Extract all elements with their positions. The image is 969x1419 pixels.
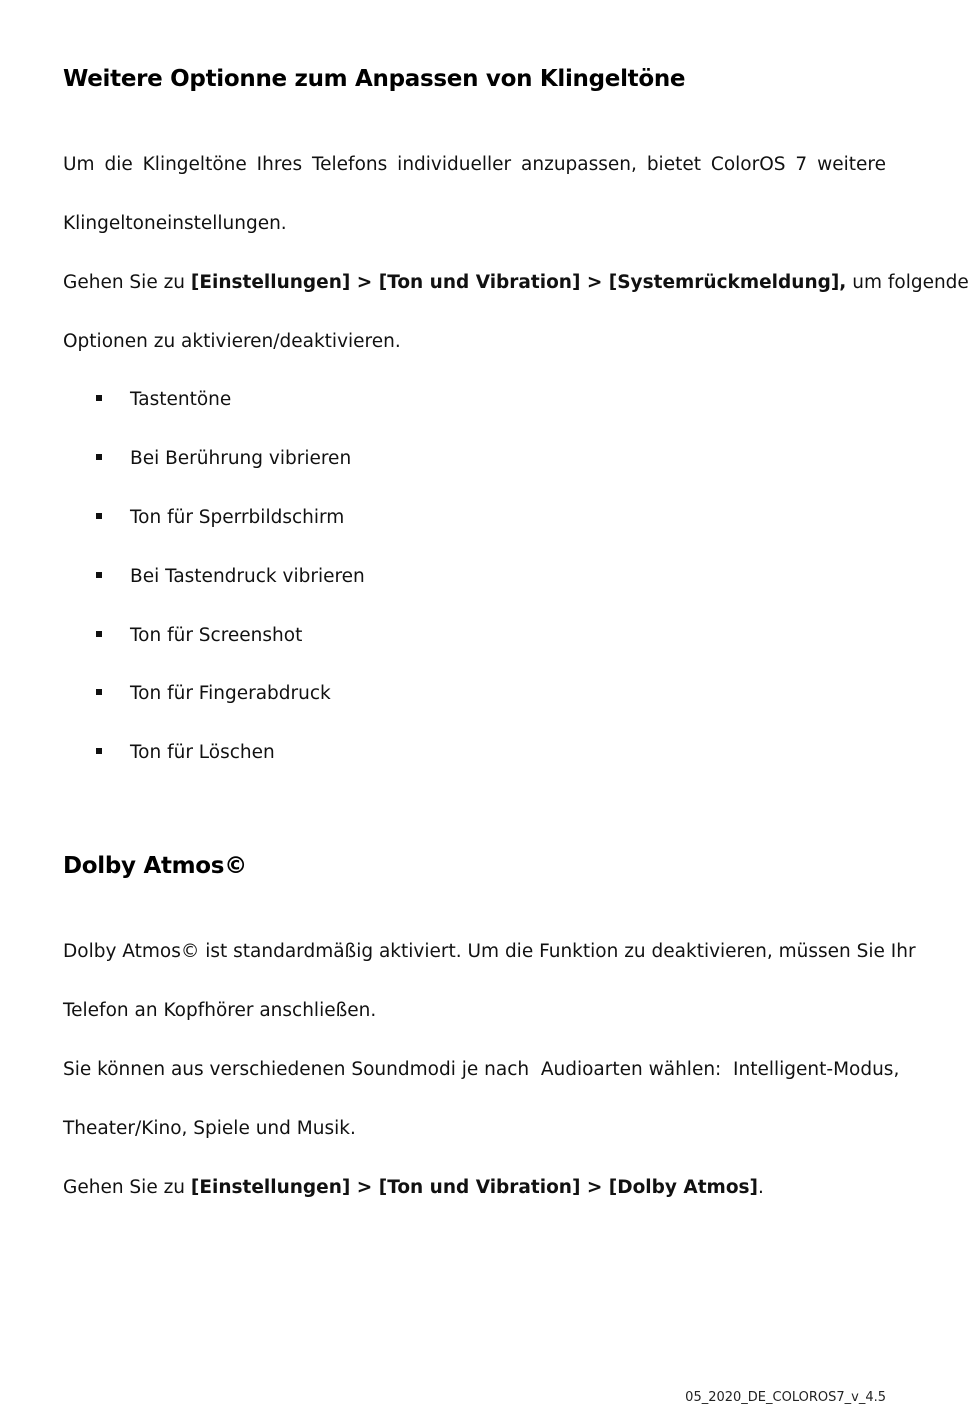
paragraph-dolby-modes-line1: Sie können aus verschiedenen Soundmodi je nach Audioarten wählen: Intelligent-Modus, — [63, 1059, 900, 1080]
list-item-label: Bei Tastendruck vibrieren — [130, 566, 365, 587]
paragraph-dolby-path — [63, 1176, 886, 1200]
section-title-ringtone-options: Weitere Optionne zum Anpassen von Klingeltöne — [63, 66, 686, 92]
bullet-icon — [96, 572, 102, 578]
bullet-icon — [96, 689, 102, 695]
paragraph-dolby-intro-line1: Dolby Atmos© ist standardmäßig aktiviert. Um die Funktion zu deaktivieren, müssen Sie Ihr — [63, 941, 916, 962]
path-suffix-text: um folgende — [852, 272, 969, 293]
paragraph-ringtone-path-line2: Optionen zu aktivieren/deaktivieren. — [63, 331, 401, 352]
list-item — [96, 624, 302, 648]
list-item-label: Ton für Screenshot — [130, 625, 303, 646]
settings-path-text: [Einstellungen] > [Ton und Vibration] > [Dolby Atmos] — [190, 1177, 759, 1198]
document-footer-code: 05_2020_DE_COLOROS7_v_4.5 — [685, 1390, 886, 1405]
bullet-icon — [96, 631, 102, 637]
paragraph-ringtone-intro-line2: Klingeltoneinstellungen. — [63, 213, 287, 234]
paragraph-ringtone-intro-line1: Um die Klingeltöne Ihres Telefons individueller anzupassen, bietet ColorOS 7 weitere — [63, 154, 886, 175]
paragraph-ringtone-path-line1 — [63, 271, 969, 295]
path-suffix-text: . — [758, 1177, 764, 1198]
list-item-label: Ton für Sperrbildschirm — [130, 507, 345, 528]
list-item — [96, 682, 331, 706]
path-prefix-text: Gehen Sie zu — [63, 1177, 186, 1198]
list-item-label: Tastentöne — [130, 389, 232, 410]
bullet-icon — [96, 395, 102, 401]
bullet-icon — [96, 513, 102, 519]
list-item — [96, 506, 344, 530]
bullet-icon — [96, 748, 102, 754]
list-item-label: Bei Berührung vibrieren — [130, 448, 352, 469]
bullet-icon — [96, 454, 102, 460]
list-item-label: Ton für Fingerabdruck — [130, 683, 331, 704]
list-item — [96, 565, 365, 589]
list-item — [96, 741, 275, 765]
list-item-label: Ton für Löschen — [130, 742, 275, 763]
list-item — [96, 447, 351, 471]
path-prefix-text: Gehen Sie zu — [63, 272, 186, 293]
paragraph-dolby-intro-line2: Telefon an Kopfhörer anschließen. — [63, 1000, 377, 1021]
section-title-dolby-atmos: Dolby Atmos© — [63, 853, 247, 879]
settings-path-text: [Einstellungen] > [Ton und Vibration] > [Systemrückmeldung], — [190, 272, 847, 293]
list-item — [96, 388, 231, 412]
paragraph-dolby-modes-line2: Theater/Kino, Spiele und Musik. — [63, 1118, 356, 1139]
